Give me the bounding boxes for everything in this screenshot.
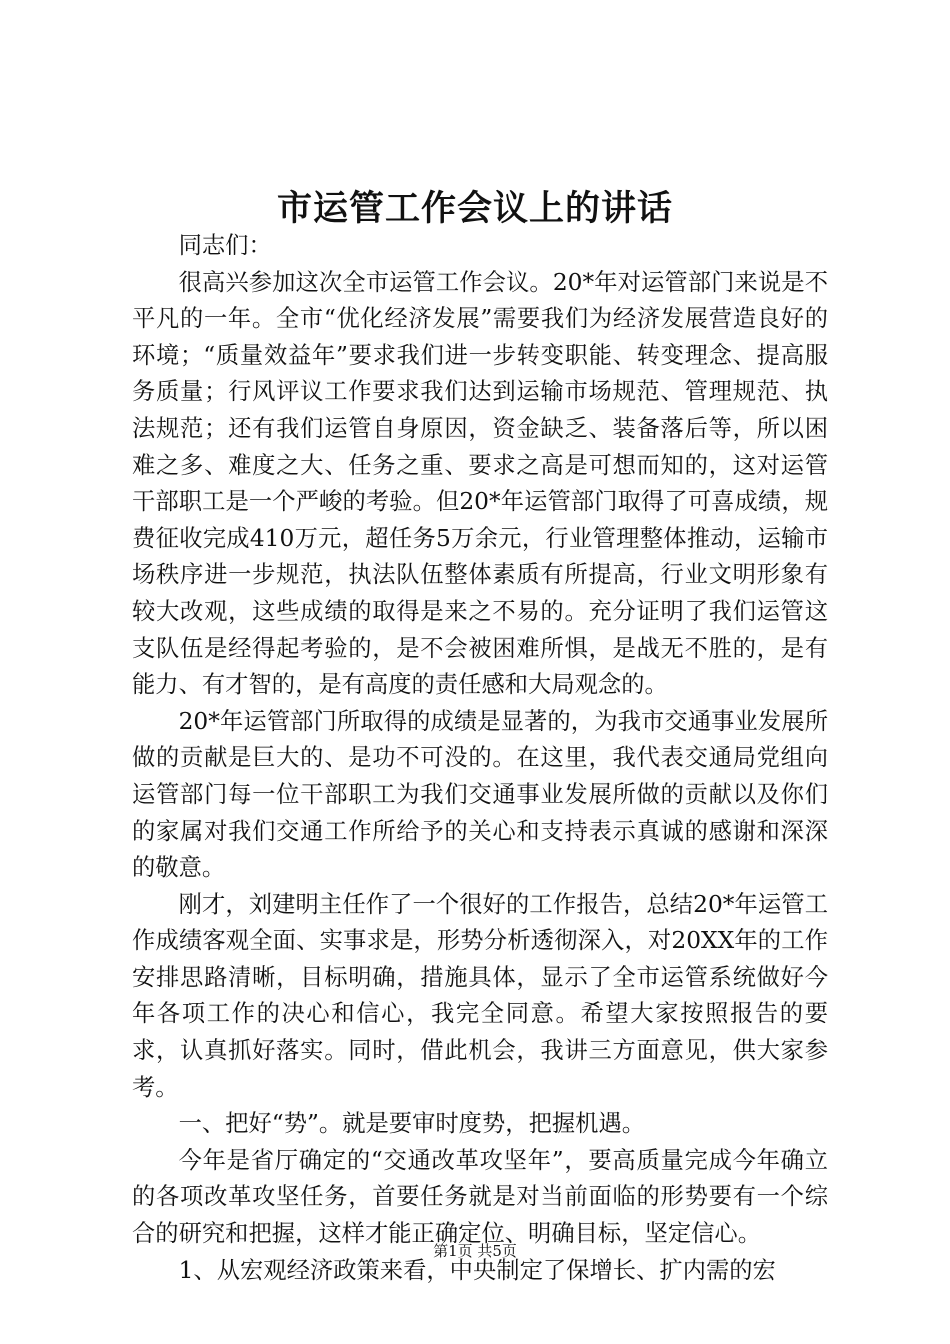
section-heading: 一、把好“势”。就是要审时度势，把握机遇。 — [178, 1110, 646, 1138]
document-body — [132, 228, 828, 1289]
paragraph: 刚才，刘建明主任作了一个很好的工作报告，总结20*年运管工作成绩客观全面、实事求是，形势分析透彻深入，对20XX年的工作安排思路清晰，目标明确，措施具体，显示了全市运管系统做好今年各项工作的决心和信心，我完全同意。希望大家按照报告的要求，认真抓好落实。同时，借此机会，我讲三方面意见，供大家参考。 — [132, 890, 828, 1101]
page-number-footer: 第1页 共5页 — [433, 1242, 517, 1260]
paragraph: 20*年运管部门所取得的成绩是显著的，为我市交通事业发展所做的贡献是巨大的、是功不可没的。在这里，我代表交通局党组向运管部门每一位干部职工为我们交通事业发展所做的贡献以及你们的家属对我们交通工作所给予的关心和支持表示真诚的感谢和深深的敬意。 — [132, 707, 828, 882]
document-title: 市运管工作会议上的讲话 — [276, 188, 673, 229]
salutation: 同志们： — [178, 232, 272, 259]
paragraph: 1、从宏观经济政策来看，中央制定了保增长、扩内需的宏 — [178, 1256, 776, 1284]
paragraph: 今年是省厅确定的“交通改革攻坚年”，要高质量完成今年确立的各项改革攻坚任务，首要任务就是对当前面临的形势要有一个综合的研究和把握，这样才能正确定位、明确目标，坚定信心。 — [132, 1146, 828, 1248]
paragraph: 很高兴参加这次全市运管工作会议。20*年对运管部门来说是不平凡的一年。全市“优化经济发展”需要我们为经济发展营造良好的环境；“质量效益年”要求我们进一步转变职能、转变理念、提高服务质量；行风评议工作要求我们达到运输市场规范、管理规范、执法规范；还有我们运管自身原因，资金缺乏、装备落后等，所以困难之多、难度之大、任务之重、要求之高是可想而知的，这对运管干部职工是一个严峻的考验。但20*年运管部门取得了可喜成绩，规费征收完成410万元，超任务5万余元，行业管理整体推动，运输市场秩序进一步规范，执法队伍整体素质有所提高，行业文明形象有较大改观，这些成绩的取得是来之不易的。充分证明了我们运管这支队伍是经得起考验的，是不会被困难所惧，是战无不胜的，是有能力、有才智的，是有高度的责任感和大局观念的。 — [132, 268, 828, 699]
